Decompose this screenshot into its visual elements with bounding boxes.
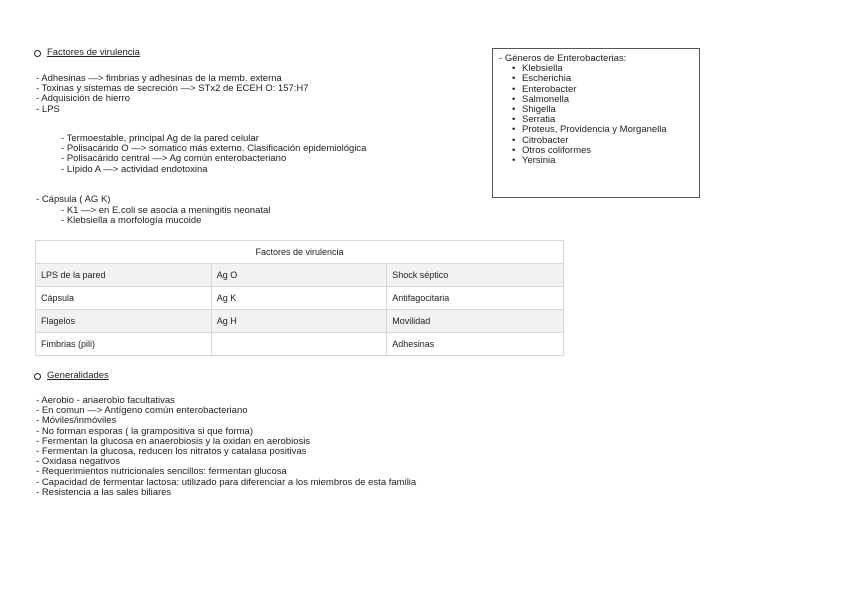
list-item: - No forman esporas ( la grampositiva si que forma) [36,427,416,437]
list-item: - K1 —> en E.coli se asocia a meningitis neonatal [61,206,270,216]
list-item: - Cápsula ( AG K) [36,195,110,205]
list-item: • Escherichia [512,74,693,84]
list-item: - Fermentan la glucosa, reducen los nitratos y catalasa positivas [36,447,416,457]
list-item: - Resistencia a las sales biliares [36,488,416,498]
genera-list [499,64,693,166]
list-item: - Lípido A —> actividad endotoxina [61,165,366,175]
list-item: - Toxinas y sistemas de secreción —> STx2 de ECEH O: 157:H7 [36,84,309,94]
list-item: - Termoestable, principal Ag de la pared celular [61,134,366,144]
table-cell: LPS de la pared [36,264,212,287]
table-cell: Shock séptico [387,264,564,287]
list-item: - Móviles/inmóviles [36,416,416,426]
list-item: • Otros coliformes [512,146,693,156]
list-item: - Klebsiella a morfología mucoide [61,216,270,226]
genera-box-title: - Géneros de Enterobacterias: [499,53,627,64]
table-header: Factores de virulencia [36,241,564,264]
list-item: - Adquisición de hierro [36,94,309,104]
list-item: • Shigella [512,105,693,115]
table-cell: Movilidad [387,310,564,333]
table-row [36,287,564,310]
section-heading-general [34,371,109,381]
list-item: • Salmonella [512,95,693,105]
section-title: Generalidades [47,370,109,381]
list-item: - Fermentan la glucosa en anaerobiosis y la oxidan en aerobiosis [36,437,416,447]
capsule-sublist [61,206,270,226]
table-cell: Ag O [211,264,387,287]
table-cell: Fimbrias (pili) [36,333,212,356]
list-item: • Klebsiella [512,64,693,74]
list-item: - Capacidad de fermentar lactosa: utilizado para diferenciar a los miembros de esta familia [36,478,416,488]
list-item: - Oxidasa negativos [36,457,416,467]
list-item: - Polisacárido O —> somatico más externo. Clasificación epidemiológica [61,144,366,154]
list-item: - En comun —> Antígeno común enterobacteriano [36,406,416,416]
table-cell: Flagelos [36,310,212,333]
list-item: - Aerobio - anaerobio facultativas [36,396,416,406]
table-cell: Antifagocitaria [387,287,564,310]
virulence-table [35,240,564,356]
table-row [36,333,564,356]
list-item: • Proteus, Providencia y Morganella [512,125,693,135]
table-row [36,264,564,287]
list-item: - Requerimientos nutricionales sencillos: fermentan glucosa [36,467,416,477]
table-row [36,310,564,333]
table-cell: Ag K [211,287,387,310]
list-item: - Adhesinas —> fimbrias y adhesinas de la memb. externa [36,74,309,84]
table-header-row [36,241,564,264]
list-item: • Yersinia [512,156,693,166]
general-list [36,396,416,498]
list-item: • Citrobacter [512,136,693,146]
table-cell [211,333,387,356]
list-item: - Polisacárido central —> Ag común enterobacteriano [61,154,366,164]
table-cell: Ag H [211,310,387,333]
list-item: • Serratia [512,115,693,125]
genera-box [492,48,700,198]
list-item: • Enterobacter [512,85,693,95]
capsule-list [36,195,110,205]
table-cell: Cápsula [36,287,212,310]
section-heading-virulence [34,48,140,58]
table-cell: Adhesinas [387,333,564,356]
virulence-list [36,74,309,115]
list-item: - LPS [36,105,309,115]
section-title: Factores de virulencia [47,47,140,58]
circle-bullet-icon [34,373,41,380]
circle-bullet-icon [34,50,41,57]
lps-sublist [61,134,366,175]
